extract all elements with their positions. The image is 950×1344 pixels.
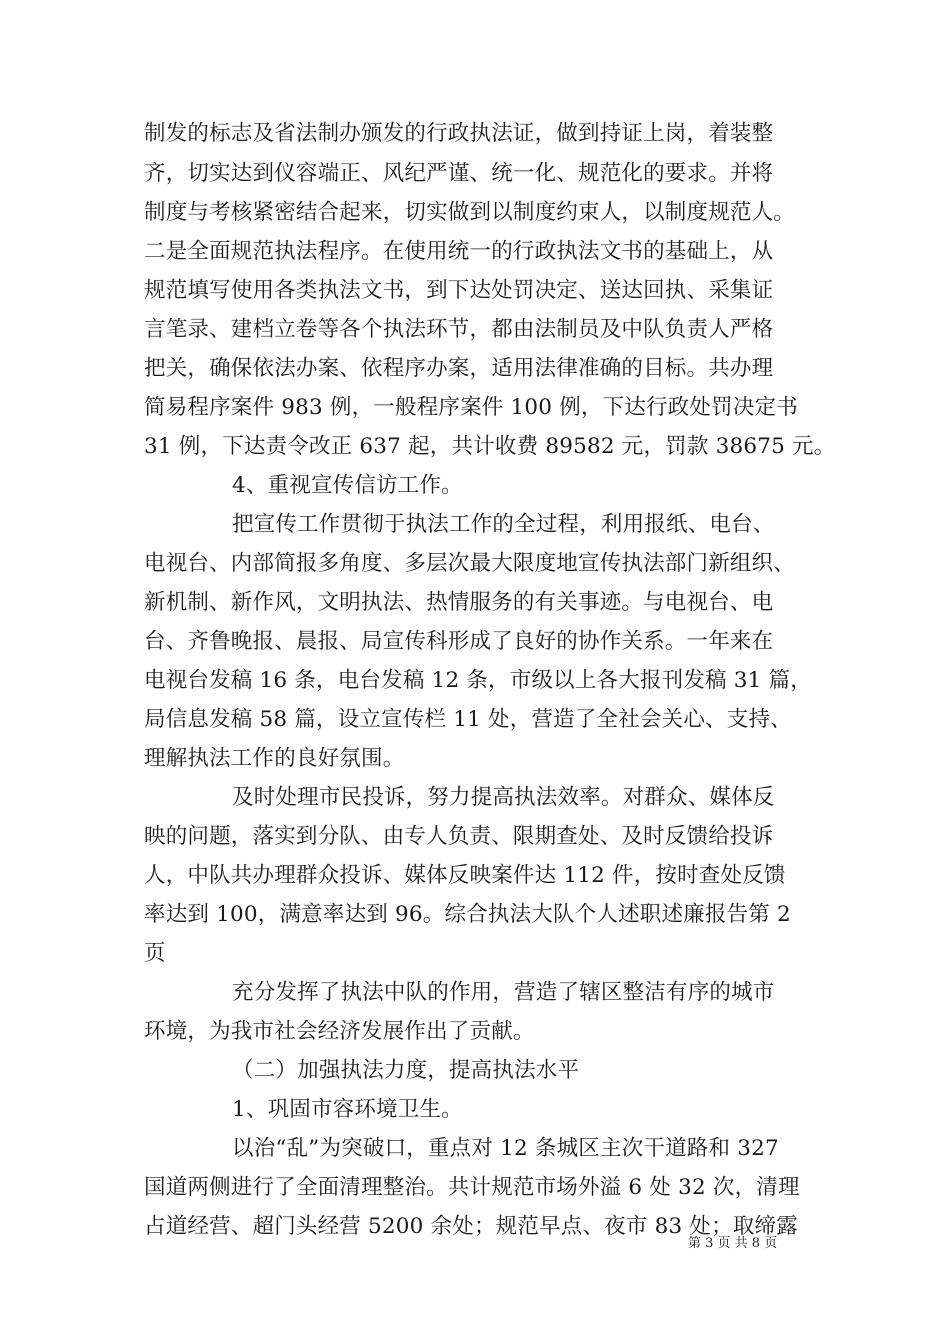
text-line: 台、齐鲁晚报、晨报、局宣传科形成了良好的协作关系。一年来在: [144, 629, 774, 654]
section-heading: 4、重视宣传信访工作。: [232, 473, 463, 498]
text-line: 以治“乱”为突破口，重点对 12 条城区主次干道路和 327: [232, 1136, 779, 1161]
text-line: 把宣传工作贯彻于执法工作的全过程，利用报纸、电台、: [232, 512, 775, 537]
text-line: 把关，确保依法办案、依程序办案，适用法律准确的目标。共办理: [144, 356, 774, 381]
text-line: 理解执法工作的良好氛围。: [144, 746, 405, 771]
text-line: 环境，为我市社会经济发展作出了贡献。: [144, 1019, 535, 1044]
text-line: 局信息发稿 58 篇，设立宣传栏 11 处，营造了全社会关心、支持、: [144, 707, 792, 732]
text-line: 电视台、内部简报多角度、多层次最大限度地宣传执法部门新组织、: [144, 551, 796, 576]
text-line: 电视台发稿 16 条，电台发稿 12 条，市级以上各大报刊发稿 31 篇，: [144, 668, 812, 693]
text-line: 规范填写使用各类执法文书，到下达处罚决定、送达回执、采集证: [144, 278, 774, 303]
text-line: 二是全面规范执法程序。在使用统一的行政执法文书的基础上，从: [144, 239, 774, 264]
text-line: 充分发挥了执法中队的作用，营造了辖区整洁有序的城市: [232, 980, 775, 1005]
text-line: 齐，切实达到仪容端正、风纪严谨、统一化、规范化的要求。并将: [144, 161, 774, 186]
text-line: 言笔录、建档立卷等各个执法环节，都由法制员及中队负责人严格: [144, 317, 774, 342]
page-number: 第 3 页 共 8 页: [688, 1236, 778, 1251]
text-line: 率达到 100，满意率达到 96。综合执法大队个人述职述廉报告第 2: [144, 902, 791, 927]
text-line: 人，中队共办理群众投诉、媒体反映案件达 112 件，按时查处反馈: [144, 863, 786, 888]
section-heading: 1、巩固市容环境卫生。: [232, 1097, 463, 1122]
text-line: 新机制、新作风，文明执法、热情服务的有关事迹。与电视台、电: [144, 590, 774, 615]
text-line: 制度与考核紧密结合起来，切实做到以制度约束人，以制度规范人。: [144, 200, 796, 225]
text-line: 页: [144, 941, 166, 966]
section-heading: （二）加强执法力度，提高执法水平: [232, 1058, 580, 1083]
text-line: 制发的标志及省法制办颁发的行政执法证，做到持证上岗，着装整: [144, 121, 774, 146]
text-line: 31 例，下达责令改正 637 起，共计收费 89582 元，罚款 38675 元。: [144, 434, 836, 459]
text-line: 简易程序案件 983 例，一般程序案件 100 例，下达行政处罚决定书: [144, 395, 798, 420]
text-line: 占道经营、超门头经营 5200 余处；规范早点、夜市 83 处；取缔露: [144, 1214, 798, 1239]
text-line: 及时处理市民投诉，努力提高执法效率。对群众、媒体反: [232, 785, 775, 810]
text-line: 国道两侧进行了全面清理整治。共计规范市场外溢 6 处 32 次，清理: [144, 1175, 800, 1200]
text-line: 映的问题，落实到分队、由专人负责、限期查处、及时反馈给投诉: [144, 824, 774, 849]
